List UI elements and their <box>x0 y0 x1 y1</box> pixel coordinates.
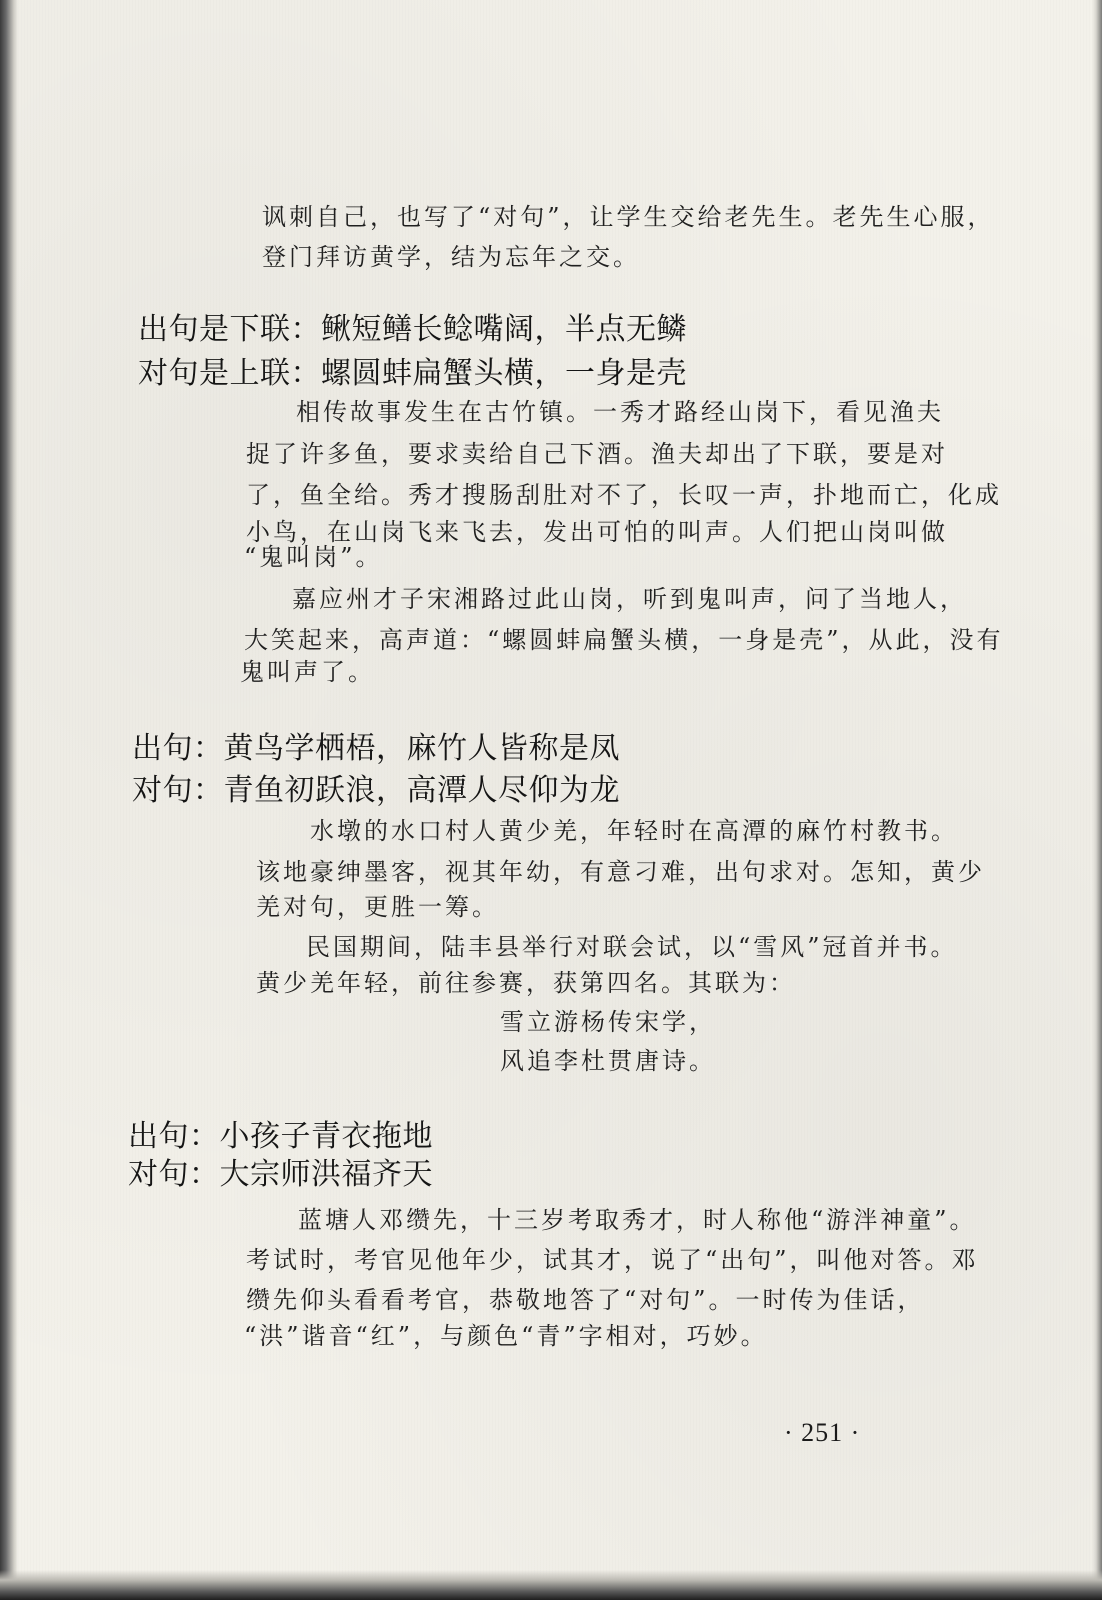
entry-dui-ju: 对句是上联：螺圆蚌扁蟹头横，一身是壳 <box>138 356 687 391</box>
entry-text-line: “洪”谐音“红”，与颜色“青”字相对，巧妙。 <box>244 1322 768 1350</box>
entry-text-line: 黄少羌年轻，前往参赛，获第四名。其联为： <box>256 969 796 997</box>
entry-text-line: 缵先仰头看看考官，恭敬地答了“对句”。一时传为佳话， <box>246 1286 925 1314</box>
page-number: · 251 · <box>784 1418 861 1447</box>
entry-dui-ju: 对句：大宗师洪福齐天 <box>128 1157 433 1192</box>
couplet-line: 雪立游杨传宋学， <box>500 1008 716 1036</box>
entry-text-line: 该地豪绅墨客，视其年幼，有意刁难，出句求对。怎知，黄少 <box>256 858 985 886</box>
intro-line: 讽刺自己，也写了“对句”，让学生交给老先生。老先生心服， <box>262 203 995 231</box>
entry-text-line: 水墩的水口村人黄少羌，年轻时在高潭的麻竹村教书。 <box>310 817 958 845</box>
intro-line: 登门拜访黄学，结为忘年之交。 <box>262 243 640 271</box>
entry-text-line: 民国期间，陆丰县举行对联会试，以“雪风”冠首并书。 <box>306 933 958 961</box>
page-bottom-shadow <box>0 1570 1102 1600</box>
couplet-line: 风追李杜贯唐诗。 <box>500 1047 716 1075</box>
entry-text-line: 蓝塘人邓缵先，十三岁考取秀才，时人称他“游泮神童”。 <box>298 1206 977 1234</box>
entry-text-line: “鬼叫岗”。 <box>244 543 383 571</box>
entry-text-line: 相传故事发生在古竹镇。一秀才路经山岗下，看见渔夫 <box>296 398 944 426</box>
page-left-shadow <box>0 0 18 1600</box>
entry-chu-ju: 出句：黄鸟学栖梧，麻竹人皆称是凤 <box>132 731 620 766</box>
entry-text-line: 羌对句，更胜一筹。 <box>256 893 499 921</box>
entry-text-line: 鬼叫声了。 <box>240 658 375 686</box>
entry-dui-ju: 对句：青鱼初跃浪，高潭人尽仰为龙 <box>132 773 620 808</box>
page-right-shadow <box>1092 0 1102 1600</box>
entry-text-line: 小鸟，在山岗飞来飞去，发出可怕的叫声。人们把山岗叫做 <box>246 518 948 546</box>
entry-text-line: 大笑起来，高声道：“螺圆蚌扁蟹头横，一身是壳”，从此，没有 <box>244 626 1004 654</box>
entry-chu-ju: 出句：小孩子青衣拖地 <box>128 1119 433 1154</box>
entry-text-line: 考试时，考官见他年少，试其才，说了“出句”，叫他对答。邓 <box>246 1246 979 1274</box>
entry-text-line: 了，鱼全给。秀才搜肠刮肚对不了，长叹一声，扑地而亡，化成 <box>246 481 1002 509</box>
entry-chu-ju: 出句是下联：鳅短鳝长鲶嘴阔，半点无鳞 <box>138 312 687 347</box>
entry-text-line: 捉了许多鱼，要求卖给自己下酒。渔夫却出了下联，要是对 <box>246 440 948 468</box>
entry-text-line: 嘉应州才子宋湘路过此山岗，听到鬼叫声，问了当地人， <box>292 585 967 613</box>
